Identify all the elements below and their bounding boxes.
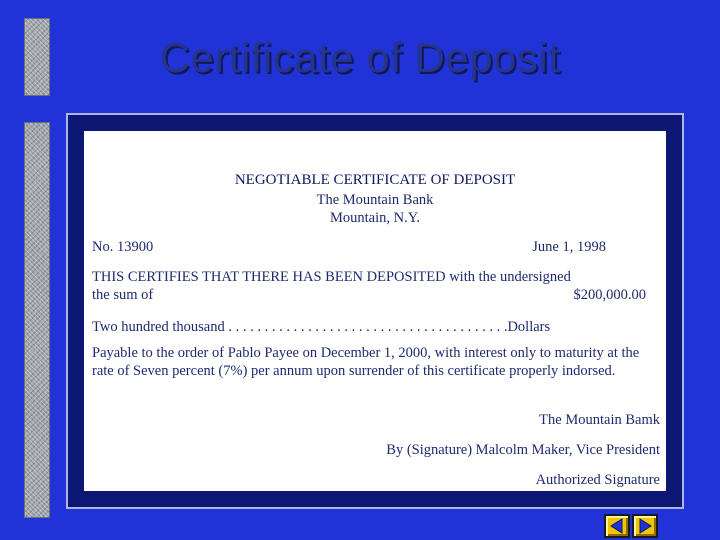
certificate-document <box>84 131 666 491</box>
sum-label: the sum of <box>92 287 154 303</box>
authorized-signature: Authorized Signature <box>535 472 660 488</box>
previous-slide-button[interactable] <box>604 514 630 538</box>
deposit-amount: $200,000.00 <box>573 287 646 303</box>
triangle-right-icon <box>637 518 653 534</box>
signer-bank-name: The Mountain Bamk <box>539 412 660 428</box>
certificate-number: No. 13900 <box>92 239 154 255</box>
triangle-left-icon <box>609 518 625 534</box>
certificate-heading: NEGOTIABLE CERTIFICATE OF DEPOSIT <box>234 172 516 188</box>
next-slide-button[interactable] <box>632 514 658 538</box>
payable-terms: Payable to the order of Pablo Payee on December 1, 2000, with interest only to maturity at the rate of Seven percent (7%) per annum upon surrender of this certificate properly indorsed. <box>92 345 640 379</box>
amount-in-words: Two hundred thousand . . . . . . . . . . . . . . . . . . . . . . . . . . . . . . . . . . . . . . .Dollars <box>92 319 551 335</box>
bank-name: The Mountain Bank <box>316 192 434 208</box>
signer-line: By (Signature) Malcolm Maker, Vice President <box>386 442 660 458</box>
decorative-granite-bar-main <box>24 122 50 518</box>
slide-title: Certificate of Deposit <box>159 34 561 81</box>
bank-location: Mountain, N.Y. <box>330 210 420 226</box>
certificate-date: June 1, 1998 <box>532 239 606 255</box>
certifies-statement: THIS CERTIFIES THAT THERE HAS BEEN DEPOSITED with the undersigned <box>92 269 571 285</box>
